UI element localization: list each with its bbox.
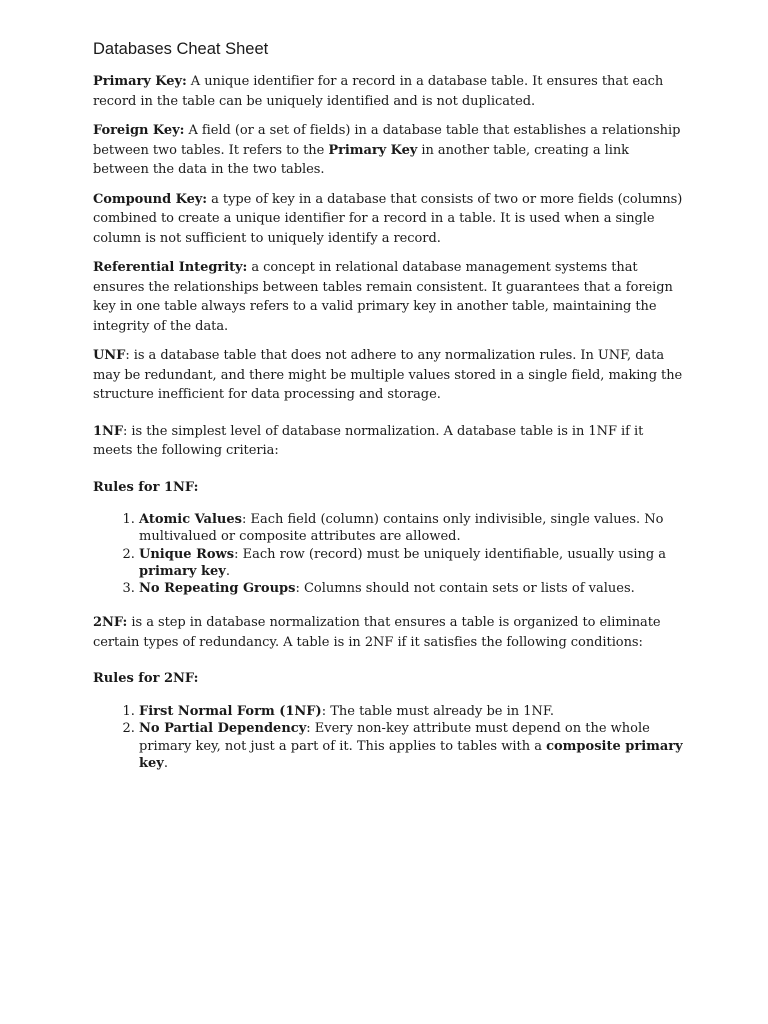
foreign-key-text-a: A field (or a set of fields) in a database table that establishes a relationship between two tables. It refers to the — [93, 123, 681, 158]
nf1-term: 1NF — [93, 423, 124, 439]
foreign-key-primary-key-ref: Primary Key — [328, 142, 418, 158]
nf1-definition — [93, 422, 683, 461]
document-page — [93, 38, 683, 788]
list-item — [139, 511, 683, 546]
list-item — [139, 720, 683, 772]
foreign-key-term: Foreign Key: — [93, 123, 185, 138]
rule-term: No Partial Dependency — [139, 721, 307, 737]
nf2-term: 2NF: — [93, 615, 128, 631]
unf-definition — [93, 346, 683, 405]
rule-text: : Each row (record) must be uniquely identifiable, usually using a — [234, 546, 667, 562]
rule-tail: . — [163, 755, 168, 771]
list-item — [139, 580, 683, 597]
rule-text: : Each field (column) contains only indivisible, single values. No multivalued or composite attributes are allowed. — [139, 512, 664, 545]
primary-key-definition — [93, 72, 683, 111]
referential-integrity-definition — [93, 258, 683, 336]
foreign-key-definition — [93, 121, 683, 180]
nf1-rules-list — [93, 511, 683, 597]
foreign-key-text-b: in another table, creating a link between the data in the two tables. — [93, 142, 630, 177]
nf2-definition — [93, 613, 683, 652]
list-item — [139, 546, 683, 581]
rule-text: : The table must already be in 1NF. — [321, 703, 555, 719]
rule-term: No Repeating Groups — [139, 581, 296, 597]
rule-bold-end: composite primary key — [139, 738, 683, 771]
compound-key-text: a type of key in a database that consists of two or more fields (columns) combined to create a unique identifier for a record in a table. It is used when a single column is not sufficient to uniquely identify a record. — [93, 191, 683, 246]
rule-bold-end: primary key — [139, 563, 226, 579]
rule-text: : Columns should not contain sets or lists of values. — [295, 581, 635, 597]
rule-term: Atomic Values — [139, 512, 242, 527]
unf-term: UNF — [93, 348, 126, 363]
nf2-rules-heading: Rules for 2NF: — [93, 671, 199, 687]
rule-term: Unique Rows — [139, 546, 235, 562]
unf-text: : is a database table that does not adhere to any normalization rules. In UNF, data may be redundant, and there might be multiple values stored in a single field, making the structure inefficient for data processing and storage. — [93, 348, 683, 402]
list-item — [139, 703, 683, 720]
compound-key-term: Compound Key: — [93, 191, 208, 207]
rule-term: First Normal Form (1NF) — [139, 703, 322, 719]
rule-tail: . — [225, 563, 230, 579]
referential-integrity-text: a concept in relational database management systems that ensures the relationships between tables remain consistent. It guarantees that a foreign key in one table always refers to a valid primary key in another table, maintaining the integrity of the data. — [93, 260, 673, 334]
document-title: Databases Cheat Sheet — [93, 40, 269, 58]
rule-text: : Every non-key attribute must depend on the whole primary key, not just a part of it. This applies to tables with a — [139, 721, 650, 754]
nf2-text: is a step in database normalization that ensures a table is organized to eliminate certain types of redundancy. A table is in 2NF if it satisfies the following conditions: — [93, 615, 661, 650]
primary-key-term: Primary Key: — [93, 74, 187, 89]
nf1-rules-heading: Rules for 1NF: — [93, 479, 199, 495]
nf2-rules-list — [93, 703, 683, 772]
referential-integrity-term: Referential Integrity: — [93, 260, 248, 275]
nf1-text: : is the simplest level of database normalization. A database table is in 1NF if it meets the following criteria: — [93, 423, 644, 458]
primary-key-text: A unique identifier for a record in a database table. It ensures that each record in the table can be uniquely identified and is not duplicated. — [93, 74, 664, 109]
compound-key-definition — [93, 190, 683, 249]
